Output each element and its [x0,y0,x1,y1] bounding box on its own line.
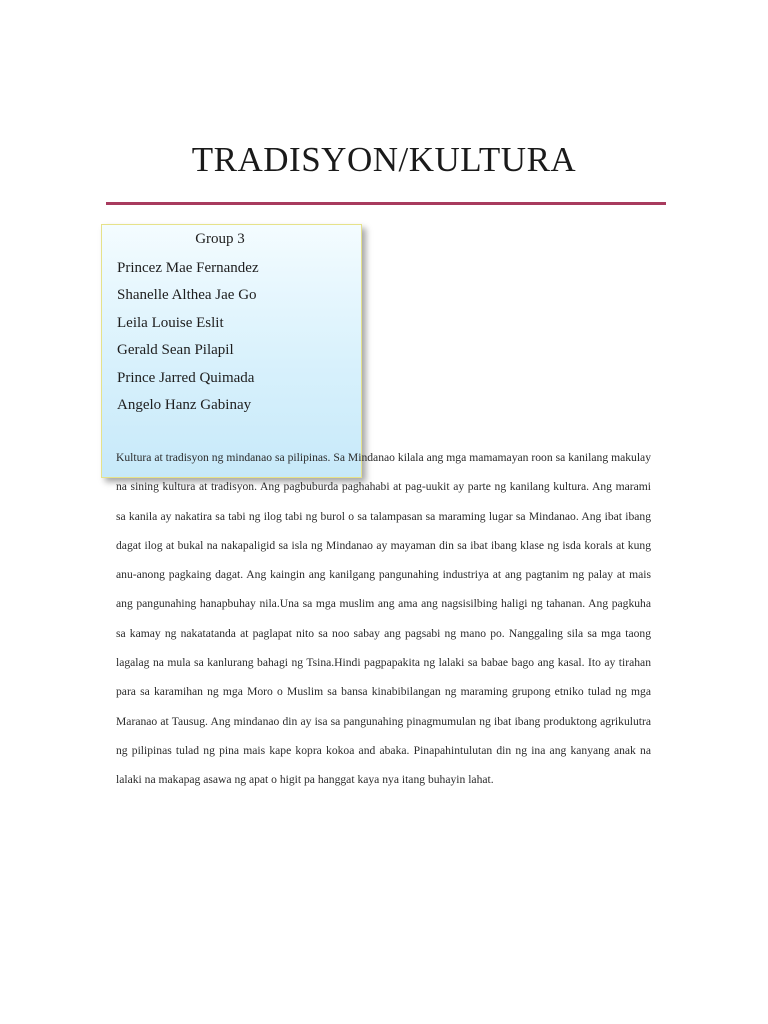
member-name: Leila Louise Eslit [117,314,224,331]
member-name: Gerald Sean Pilapil [117,342,234,359]
member-name: Angelo Hanz Gabinay [117,396,252,413]
page-title: TRADISYON/KULTURA [191,140,577,179]
member-list [117,255,259,419]
member-name: Princez Mae Fernandez [117,260,259,276]
body-paragraph: Kultura at tradisyon ng mindanao sa pilipinas. Sa Mindanao kilala ang mga mamamayan roon sa kanilang makulay na sining kultura at tradisyon. Ang pagbuburda paghahabi at pag-uukit ay parte ng kanilang kultura. Ang marami sa kanila ay nakatira sa tabi ng ilog tabi ng burol o sa talampasan sa maraming lugar sa Mindanao. Ang ibat ibang dagat ilog at bukal na nakapaligid sa isla ng Mindanao ay mayaman din sa ibat ibang klase ng isda korals at kung anu-anong pagkaing dagat. Ang kaingin ang kanilgang pangunahing industriya at ang pagtanim ng palay at mais ang pangunahing hanapbuhay nila.Una sa mga muslim ang ama ang nagsisilbing haligi ng tahanan. Ang pagkuha sa kamay ng nakatatanda at paglapat nito sa noo sabay ang pagsabi ng mano po. Nanggaling sila sa mga taong lagalag na mula sa kanlurang bahagi ng Tsina.Hindi pagpapakita ng lalaki sa babae bago ang kasal. Ito ay tirahan para sa karamihan ng mga Moro o Muslim sa bansa kinabibilangan ng maraming grupong etniko tulad ng mga Maranao at Tausug. Ang mindanao din ay isa sa pangunahing pinagmumulan ng ibat ibang produktong agrikulutra ng pilipinas tulad ng pina mais kape kopra kokoa and abaka. Pinapahintulutan din ng ina ang kanyang anak na lalaki na makapag asawa ng apat o higit pa hanggat kaya nya itang buhayin lahat. [116,451,651,787]
member-name: Prince Jarred Quimada [117,369,255,386]
title-divider [106,202,666,205]
group-info-box [101,224,362,478]
group-label: Group 3 [195,231,245,247]
member-name: Shanelle Althea Jae Go [117,287,257,304]
